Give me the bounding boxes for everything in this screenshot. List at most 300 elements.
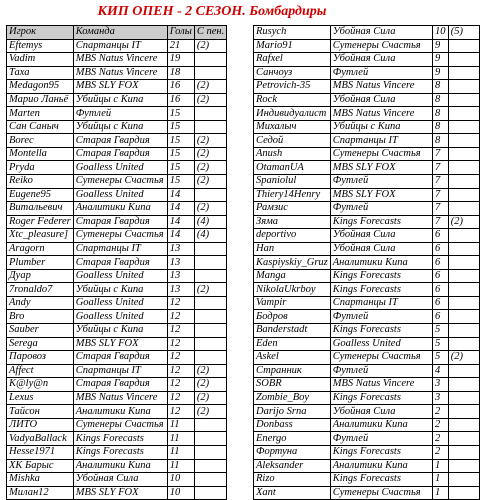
- table-row: [254, 459, 480, 473]
- team-cell: Сутенеры Счастья: [330, 351, 432, 365]
- goals-cell: 15: [167, 161, 194, 175]
- table-row: [254, 432, 480, 446]
- penalties-cell: (2): [194, 175, 226, 189]
- table-row: [7, 459, 227, 473]
- penalties-cell: [448, 486, 479, 500]
- table-row: [7, 80, 227, 94]
- goals-cell: 6: [432, 256, 448, 270]
- goals-cell: 13: [167, 283, 194, 297]
- goals-cell: 16: [167, 80, 194, 94]
- penalties-cell: [448, 134, 479, 148]
- table-row: [254, 175, 480, 189]
- goals-cell: 5: [432, 324, 448, 338]
- table-row: [7, 378, 227, 392]
- table-row: [254, 107, 480, 121]
- goals-cell: 1: [432, 473, 448, 487]
- scorers-table-left: [6, 25, 227, 500]
- goals-cell: 18: [167, 66, 194, 80]
- team-cell: Футлей: [330, 66, 432, 80]
- table-row: [254, 256, 480, 270]
- player-cell: Eden: [254, 337, 331, 351]
- team-cell: MBS Natus Vincere: [330, 80, 432, 94]
- penalties-cell: [448, 310, 479, 324]
- penalties-cell: [448, 147, 479, 161]
- team-cell: Футлей: [330, 310, 432, 324]
- penalties-cell: [448, 391, 479, 405]
- penalties-cell: [194, 473, 226, 487]
- team-cell: Старая Гвардия: [73, 147, 167, 161]
- player-cell: Aragorn: [7, 242, 74, 256]
- goals-cell: 7: [432, 147, 448, 161]
- team-cell: Спартанцы IT: [330, 134, 432, 148]
- penalties-cell: [448, 445, 479, 459]
- goals-cell: 12: [167, 405, 194, 419]
- penalties-cell: [448, 473, 479, 487]
- team-cell: Аналитики Кипа: [330, 256, 432, 270]
- player-cell: Energo: [254, 432, 331, 446]
- penalties-cell: (2): [194, 283, 226, 297]
- player-cell: Montella: [7, 147, 74, 161]
- table-row: [7, 364, 227, 378]
- goals-cell: 12: [167, 296, 194, 310]
- goals-cell: 6: [432, 242, 448, 256]
- goals-cell: 11: [167, 445, 194, 459]
- player-cell: Eftemys: [7, 39, 74, 53]
- table-row: [254, 351, 480, 365]
- table-header-row: [7, 26, 227, 40]
- scorers-table-right: [253, 25, 480, 500]
- table-row: [254, 188, 480, 202]
- table-row: [254, 486, 480, 500]
- team-cell: Убийцы с Кипа: [73, 283, 167, 297]
- table-row: [254, 391, 480, 405]
- table-row: [254, 80, 480, 94]
- header-goals: Голы: [167, 26, 194, 40]
- team-cell: Goalless United: [330, 337, 432, 351]
- table-row: [7, 486, 227, 500]
- team-cell: Старая Гвардия: [73, 256, 167, 270]
- player-cell: OtamanUA: [254, 161, 331, 175]
- goals-cell: 7: [432, 215, 448, 229]
- penalties-cell: (2): [194, 161, 226, 175]
- team-cell: MBS SLY FOX: [73, 486, 167, 500]
- goals-cell: 14: [167, 188, 194, 202]
- penalties-cell: [194, 418, 226, 432]
- player-cell: Дуар: [7, 269, 74, 283]
- table-row: [7, 188, 227, 202]
- table-row: [254, 445, 480, 459]
- team-cell: Футлей: [73, 107, 167, 121]
- goals-cell: 15: [167, 134, 194, 148]
- penalties-cell: [448, 283, 479, 297]
- table-row: [7, 283, 227, 297]
- goals-cell: 12: [167, 351, 194, 365]
- table-row: [254, 53, 480, 67]
- penalties-cell: (2): [448, 215, 479, 229]
- table-row: [254, 134, 480, 148]
- goals-cell: 7: [432, 202, 448, 216]
- table-row: [7, 473, 227, 487]
- team-cell: Сутенеры Счастья: [73, 418, 167, 432]
- player-cell: Marten: [7, 107, 74, 121]
- player-cell: ХК Барыс: [7, 459, 74, 473]
- team-cell: MBS SLY FOX: [330, 161, 432, 175]
- table-row: [254, 93, 480, 107]
- table-row: [254, 269, 480, 283]
- table-row: [254, 418, 480, 432]
- team-cell: Спартанцы IT: [330, 296, 432, 310]
- goals-cell: 13: [167, 269, 194, 283]
- team-cell: Kings Forecasts: [330, 283, 432, 297]
- penalties-cell: [194, 242, 226, 256]
- penalties-cell: [448, 93, 479, 107]
- table-row: [254, 229, 480, 243]
- player-cell: NikolaUkrboy: [254, 283, 331, 297]
- team-cell: Спартанцы IT: [73, 39, 167, 53]
- player-cell: Han: [254, 242, 331, 256]
- player-cell: Anush: [254, 147, 331, 161]
- player-cell: Милан12: [7, 486, 74, 500]
- penalties-cell: [194, 337, 226, 351]
- table-row: [254, 202, 480, 216]
- penalties-cell: [194, 188, 226, 202]
- team-cell: MBS Natus Vincere: [73, 53, 167, 67]
- table-row: [7, 229, 227, 243]
- penalties-cell: (2): [194, 202, 226, 216]
- player-cell: Vadim: [7, 53, 74, 67]
- table-row: [7, 242, 227, 256]
- penalties-cell: [194, 120, 226, 134]
- table-row: [7, 39, 227, 53]
- player-cell: Serega: [7, 337, 74, 351]
- goals-cell: 7: [432, 175, 448, 189]
- player-cell: Sauber: [7, 324, 74, 338]
- team-cell: Аналитики Кипа: [330, 459, 432, 473]
- penalties-cell: [448, 107, 479, 121]
- penalties-cell: [448, 418, 479, 432]
- table-row: [254, 215, 480, 229]
- penalties-cell: (5): [448, 26, 479, 40]
- table-row: [7, 324, 227, 338]
- header-team: Команда: [73, 26, 167, 40]
- goals-cell: 15: [167, 107, 194, 121]
- penalties-cell: [448, 188, 479, 202]
- team-cell: Старая Гвардия: [73, 378, 167, 392]
- table-row: [7, 147, 227, 161]
- penalties-cell: [448, 432, 479, 446]
- goals-cell: 12: [167, 391, 194, 405]
- penalties-cell: [448, 80, 479, 94]
- penalties-cell: [448, 405, 479, 419]
- penalties-cell: [448, 269, 479, 283]
- goals-cell: 4: [432, 364, 448, 378]
- goals-cell: 21: [167, 39, 194, 53]
- goals-cell: 10: [167, 473, 194, 487]
- player-cell: Xtc_pleasure]: [7, 229, 74, 243]
- team-cell: MBS Natus Vincere: [73, 66, 167, 80]
- team-cell: Kings Forecasts: [330, 269, 432, 283]
- player-cell: Darijo Srna: [254, 405, 331, 419]
- player-cell: Mario91: [254, 39, 331, 53]
- table-row: [254, 473, 480, 487]
- table-row: [254, 120, 480, 134]
- team-cell: Убийцы с Кипа: [73, 120, 167, 134]
- player-cell: Askel: [254, 351, 331, 365]
- table-row: [254, 405, 480, 419]
- team-cell: Футлей: [330, 175, 432, 189]
- team-cell: MBS Natus Vincere: [330, 378, 432, 392]
- goals-cell: 19: [167, 53, 194, 67]
- table-row: [254, 296, 480, 310]
- team-cell: Goalless United: [73, 161, 167, 175]
- penalties-cell: (2): [194, 378, 226, 392]
- penalties-cell: [194, 324, 226, 338]
- team-cell: Убойная Сила: [73, 473, 167, 487]
- team-cell: Kings Forecasts: [330, 324, 432, 338]
- goals-cell: 3: [432, 378, 448, 392]
- table-row: [254, 364, 480, 378]
- table-row: [7, 337, 227, 351]
- penalties-cell: (4): [194, 215, 226, 229]
- team-cell: MBS Natus Vincere: [73, 391, 167, 405]
- team-cell: Старая Гвардия: [73, 134, 167, 148]
- penalties-cell: [194, 351, 226, 365]
- team-cell: MBS Natus Vincere: [330, 107, 432, 121]
- team-cell: Убийцы с Кипа: [73, 324, 167, 338]
- player-cell: 7ronaldo7: [7, 283, 74, 297]
- player-cell: Borec: [7, 134, 74, 148]
- goals-cell: 9: [432, 66, 448, 80]
- table-row: [7, 351, 227, 365]
- table-row: [7, 120, 227, 134]
- table-row: [7, 418, 227, 432]
- goals-cell: 6: [432, 229, 448, 243]
- penalties-cell: [194, 486, 226, 500]
- player-cell: Banderstadt: [254, 324, 331, 338]
- goals-cell: 5: [432, 351, 448, 365]
- team-cell: Футлей: [330, 202, 432, 216]
- goals-cell: 11: [167, 432, 194, 446]
- table-row: [254, 242, 480, 256]
- team-cell: Сутенеры Счастья: [73, 175, 167, 189]
- table-row: [7, 269, 227, 283]
- player-cell: Bro: [7, 310, 74, 324]
- player-cell: Thiery14Henry: [254, 188, 331, 202]
- goals-cell: 2: [432, 418, 448, 432]
- player-cell: Xant: [254, 486, 331, 500]
- table-row: [254, 283, 480, 297]
- player-cell: Rusych: [254, 26, 331, 40]
- goals-cell: 8: [432, 134, 448, 148]
- player-cell: Бодров: [254, 310, 331, 324]
- penalties-cell: [194, 445, 226, 459]
- player-cell: Pryda: [7, 161, 74, 175]
- table-row: [7, 107, 227, 121]
- team-cell: Сутенеры Счастья: [330, 39, 432, 53]
- goals-cell: 14: [167, 202, 194, 216]
- player-cell: Седой: [254, 134, 331, 148]
- goals-cell: 6: [432, 310, 448, 324]
- goals-cell: 15: [167, 147, 194, 161]
- page-title: [0, 4, 480, 20]
- penalties-cell: [194, 432, 226, 446]
- table-row: [254, 161, 480, 175]
- table-row: [7, 161, 227, 175]
- goals-cell: 15: [167, 175, 194, 189]
- player-cell: Aleksander: [254, 459, 331, 473]
- penalties-cell: (2): [448, 351, 479, 365]
- goals-cell: 3: [432, 391, 448, 405]
- team-cell: Kings Forecasts: [73, 445, 167, 459]
- goals-cell: 11: [167, 418, 194, 432]
- penalties-cell: (2): [194, 364, 226, 378]
- player-cell: Kaspiyskiy_Gruz: [254, 256, 331, 270]
- goals-cell: 2: [432, 432, 448, 446]
- player-cell: Reiko: [7, 175, 74, 189]
- goals-cell: 12: [167, 378, 194, 392]
- player-cell: Andy: [7, 296, 74, 310]
- team-cell: Футлей: [330, 364, 432, 378]
- team-cell: Убойная Сила: [330, 242, 432, 256]
- goals-cell: 12: [167, 364, 194, 378]
- player-cell: Марио Ланьё: [7, 93, 74, 107]
- penalties-cell: [194, 459, 226, 473]
- goals-cell: 8: [432, 107, 448, 121]
- goals-cell: 2: [432, 405, 448, 419]
- player-cell: Roger Federer: [7, 215, 74, 229]
- player-cell: deportivo: [254, 229, 331, 243]
- team-cell: Аналитики Кипа: [73, 459, 167, 473]
- penalties-cell: [448, 459, 479, 473]
- penalties-cell: (2): [194, 391, 226, 405]
- table-row: [7, 53, 227, 67]
- penalties-cell: [194, 66, 226, 80]
- penalties-cell: [448, 175, 479, 189]
- goals-cell: 6: [432, 283, 448, 297]
- team-cell: Аналитики Кипа: [73, 202, 167, 216]
- player-cell: Рамзис: [254, 202, 331, 216]
- team-cell: Спартанцы IT: [73, 364, 167, 378]
- table-row: [7, 405, 227, 419]
- team-cell: Kings Forecasts: [73, 432, 167, 446]
- player-cell: ЛИТО: [7, 418, 74, 432]
- player-cell: Сан Саныч: [7, 120, 74, 134]
- table-row: [254, 26, 480, 40]
- table-row: [254, 66, 480, 80]
- team-cell: Убойная Сила: [330, 53, 432, 67]
- penalties-cell: [448, 364, 479, 378]
- player-cell: Medagon95: [7, 80, 74, 94]
- player-cell: Странник: [254, 364, 331, 378]
- goals-cell: 8: [432, 120, 448, 134]
- goals-cell: 13: [167, 242, 194, 256]
- penalties-cell: (2): [194, 134, 226, 148]
- header-player: Игрок: [7, 26, 74, 40]
- player-cell: Plumber: [7, 256, 74, 270]
- player-cell: Eugene95: [7, 188, 74, 202]
- team-cell: Старая Гвардия: [73, 351, 167, 365]
- team-cell: Kings Forecasts: [330, 215, 432, 229]
- table-row: [254, 337, 480, 351]
- penalties-cell: [194, 256, 226, 270]
- player-cell: Hesse1971: [7, 445, 74, 459]
- player-cell: Витальевич: [7, 202, 74, 216]
- team-cell: Убойная Сила: [330, 93, 432, 107]
- player-cell: Индивидуалист: [254, 107, 331, 121]
- goals-cell: 12: [167, 337, 194, 351]
- penalties-cell: [448, 242, 479, 256]
- player-cell: Зяма: [254, 215, 331, 229]
- table-row: [254, 39, 480, 53]
- goals-cell: 16: [167, 93, 194, 107]
- player-cell: Паровоз: [7, 351, 74, 365]
- player-cell: Rizo: [254, 473, 331, 487]
- penalties-cell: (2): [194, 93, 226, 107]
- penalties-cell: [448, 378, 479, 392]
- player-cell: Rock: [254, 93, 331, 107]
- penalties-cell: [448, 161, 479, 175]
- table-row: [7, 310, 227, 324]
- penalties-cell: [194, 107, 226, 121]
- team-cell: Goalless United: [73, 310, 167, 324]
- player-cell: Михалыч: [254, 120, 331, 134]
- goals-cell: 15: [167, 120, 194, 134]
- player-cell: Lexus: [7, 391, 74, 405]
- goals-cell: 9: [432, 53, 448, 67]
- table-row: [7, 202, 227, 216]
- team-cell: MBS SLY FOX: [330, 188, 432, 202]
- team-cell: Goalless United: [73, 188, 167, 202]
- table-row: [7, 445, 227, 459]
- table-row: [254, 147, 480, 161]
- goals-cell: 10: [167, 486, 194, 500]
- team-cell: Сутенеры Счастья: [330, 147, 432, 161]
- table-row: [7, 175, 227, 189]
- penalties-cell: [448, 337, 479, 351]
- goals-cell: 13: [167, 256, 194, 270]
- table-row: [7, 391, 227, 405]
- goals-cell: 14: [167, 229, 194, 243]
- player-cell: Zombie_Boy: [254, 391, 331, 405]
- penalties-cell: [448, 202, 479, 216]
- table-row: [254, 378, 480, 392]
- player-cell: Vampir: [254, 296, 331, 310]
- team-cell: Сутенеры Счастья: [330, 486, 432, 500]
- team-cell: Kings Forecasts: [330, 391, 432, 405]
- player-cell: Spaniolul: [254, 175, 331, 189]
- table-row: [7, 134, 227, 148]
- penalties-cell: (2): [194, 39, 226, 53]
- penalties-cell: [448, 296, 479, 310]
- penalties-cell: [448, 120, 479, 134]
- team-cell: Goalless United: [73, 269, 167, 283]
- goals-cell: 5: [432, 337, 448, 351]
- penalties-cell: (2): [194, 405, 226, 419]
- penalties-cell: [448, 324, 479, 338]
- player-cell: Таха: [7, 66, 74, 80]
- penalties-cell: [194, 53, 226, 67]
- penalties-cell: [194, 269, 226, 283]
- table-row: [7, 66, 227, 80]
- team-cell: Убийцы с Кипа: [73, 93, 167, 107]
- goals-cell: 14: [167, 215, 194, 229]
- penalties-cell: (2): [194, 147, 226, 161]
- team-cell: MBS SLY FOX: [73, 80, 167, 94]
- goals-cell: 2: [432, 445, 448, 459]
- team-cell: Спартанцы IT: [73, 242, 167, 256]
- player-cell: Donbass: [254, 418, 331, 432]
- penalties-cell: [194, 310, 226, 324]
